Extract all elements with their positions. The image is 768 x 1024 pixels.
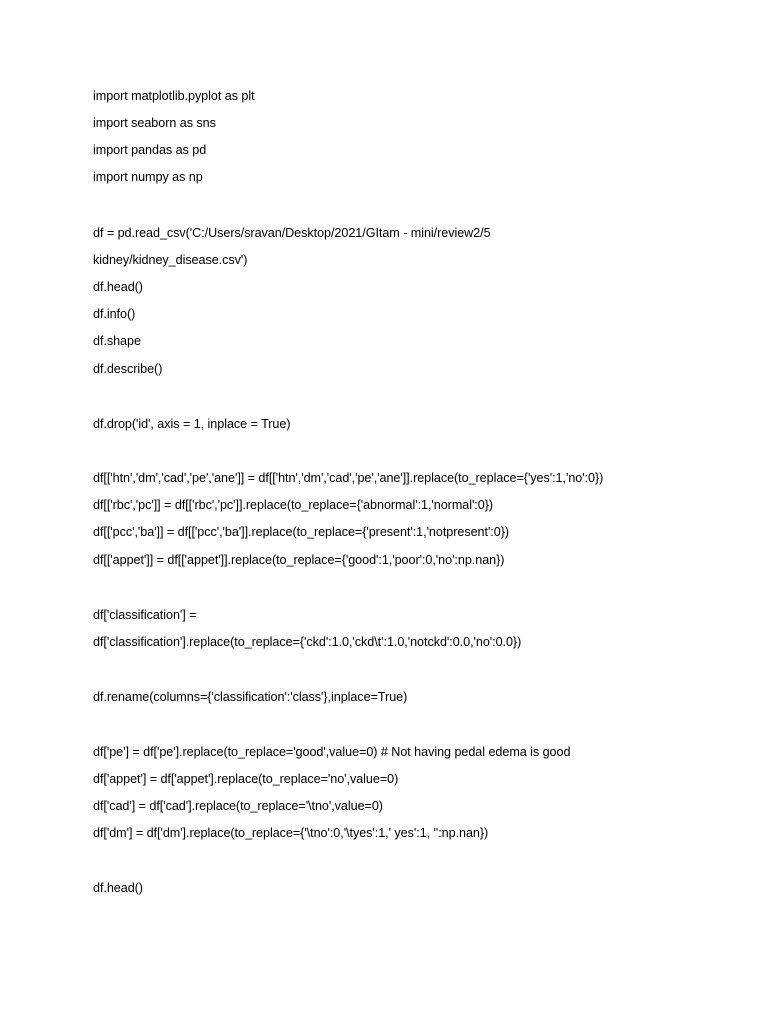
code-line-info: df.info()	[93, 307, 136, 321]
code-line-import-numpy: import numpy as np	[93, 170, 203, 184]
code-line-replace-rbc: df[['rbc','pc']] = df[['rbc','pc']].replace(to_replace={'abnormal':1,'normal':0})	[93, 498, 494, 512]
code-line-replace-cad: df['cad'] = df['cad'].replace(to_replace='\tno',value=0)	[93, 799, 383, 813]
code-line-replace-appet-no: df['appet'] = df['appet'].replace(to_replace='no',value=0)	[93, 772, 399, 786]
code-line-rename: df.rename(columns={'classification':'class'},inplace=True)	[93, 690, 408, 704]
code-line-read-csv-cont: kidney/kidney_disease.csv')	[93, 253, 248, 267]
code-line-classification-replace: df['classification'].replace(to_replace={'ckd':1.0,'ckd\t':1.0,'notckd':0.0,'no':0.0})	[93, 635, 522, 649]
code-line-describe: df.describe()	[93, 362, 163, 376]
code-line-head: df.head()	[93, 280, 143, 294]
code-line-drop-id: df.drop('id', axis = 1, inplace = True)	[93, 417, 291, 431]
code-line-replace-pcc: df[['pcc','ba']] = df[['pcc','ba']].replace(to_replace={'present':1,'notpresent':0})	[93, 525, 510, 539]
code-line-import-pandas: import pandas as pd	[93, 143, 207, 157]
code-line-import-seaborn: import seaborn as sns	[93, 116, 216, 130]
code-line-classification: df['classification'] =	[93, 608, 197, 622]
code-line-replace-dm: df['dm'] = df['dm'].replace(to_replace={'\tno':0,'\tyes':1,' yes':1, '':np.nan})	[93, 826, 489, 840]
code-line-head-final: df.head()	[93, 881, 143, 895]
code-line-read-csv: df = pd.read_csv('C:/Users/sravan/Desktop/2021/GItam - mini/review2/5	[93, 226, 491, 240]
code-line-import-matplotlib: import matplotlib.pyplot as plt	[93, 89, 255, 103]
code-line-replace-appet: df[['appet']] = df[['appet']].replace(to_replace={'good':1,'poor':0,'no':np.nan})	[93, 553, 505, 567]
code-line-replace-htn: df[['htn','dm','cad','pe','ane']] = df[['htn','dm','cad','pe','ane']].replace(to_replace={'yes':1,'no':0})	[93, 471, 604, 485]
code-line-replace-pe: df['pe'] = df['pe'].replace(to_replace='good',value=0) # Not having pedal edema is good	[93, 745, 571, 759]
code-line-shape: df.shape	[93, 334, 141, 348]
